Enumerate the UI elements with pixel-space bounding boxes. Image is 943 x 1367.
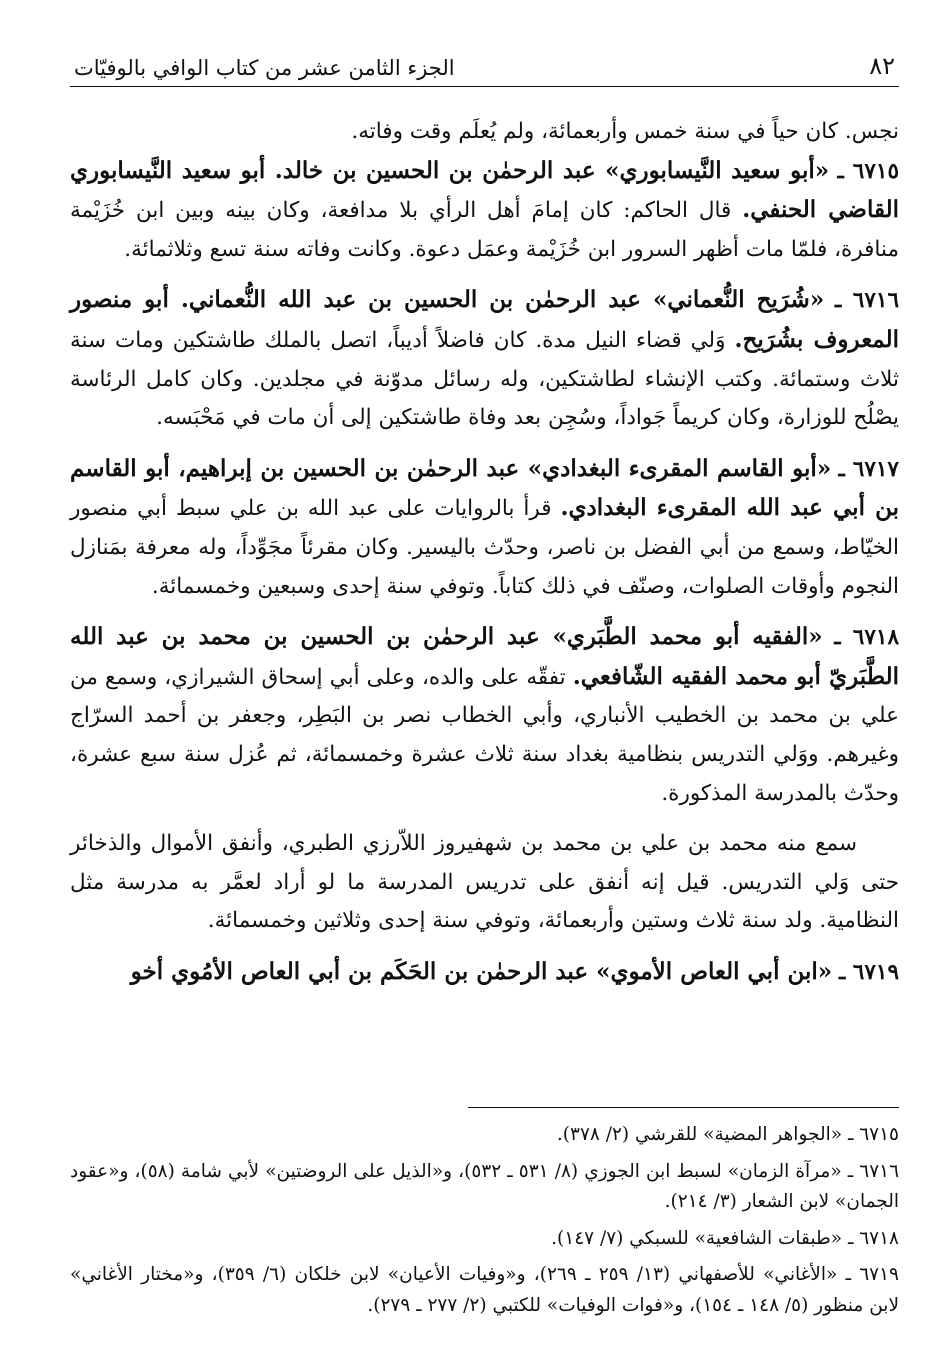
entry-number: ٦٧١٩ ـ <box>839 959 899 985</box>
entry-6717 <box>70 450 899 606</box>
footnote-text: «طبقات الشافعية» للسبكي (٧/ ١٤٧). <box>551 1227 843 1249</box>
footnote-6719 <box>70 1260 899 1321</box>
entry-text: وَلي قضاء النيل مدة. كان فاضلاً أديباً، اتصل بالملك طاشتكين ومات سنة ثلاث وستمائة. وكتب الإنشاء لطاشتكين، وله رسائل مدوّنة في مجلدين. وكان كامل الرئاسة يصْلُح للوزارة، وكان كريماً جَواداً، وسُجِن بعد وفاة طاشتكين إلى أن مات في مَحْبَسه. <box>70 327 899 431</box>
entry-6716 <box>70 281 899 437</box>
running-title: الجزء الثامن عشر من كتاب الوافي بالوفيّات <box>74 56 455 80</box>
footnote-number: ٦٧١٦ ـ <box>847 1160 900 1182</box>
entry-text: تفقّه على والده، وعلى أبي إسحاق الشيرازي، وسمع من علي بن محمد بن الخطيب الأنباري، وأبي الخطاب نصر بن البَطِر، وجعفر بن أحمد السرّاج وغيرهم. ووَلي التدريس بنظامية بغداد سنة ثلاث عشرة وخمسمائة، ثم عُزل سنة سبع عشرة، وحدّث بالمدرسة المذكورة. <box>70 664 899 806</box>
entry-6719 <box>70 953 899 993</box>
footnote-text: «الجواهر المضية» للقرشي (٢/ ٣٧٨). <box>556 1124 843 1145</box>
entry-6718-continuation <box>70 825 899 941</box>
footnotes <box>70 1107 899 1327</box>
entry-text: سمع منه محمد بن علي بن محمد بن شهفيروز اللاّرزي الطبري، وأنفق الأموال والذخائر حتى وَلي التدريس. قيل إنه أنفق على تدريس المدرسة ما لو أراد لعمَّر به مدرسة مثل النظامية. ولد سنة ثلاث وستين وأربعمائة، وتوفي سنة إحدى وثلاثين وخمسمائة. <box>70 831 899 934</box>
entry-text: قرأ بالروايات على عبد الله بن علي سبط أبي منصور الخيّاط، وسمع من أبي الفضل بن ناصر، وحدّث باليسير. وكان مقرئاً مجَوِّداً، وله معرفة بمَنازل النجوم وأوقات الصلوات، وصنّف في ذلك كتاباً. وتوفي سنة إحدى وسبعين وخمسمائة. <box>70 496 899 599</box>
footnote-divider <box>468 1107 899 1108</box>
entry-number: ٦٧١٥ ـ <box>837 158 899 184</box>
entry-heading: «الفقيه أبو محمد الطَّبَري» عبد الرحمٰن بن الحسين بن محمد بن عبد الله الطَّبَريّ أبو محمد الفقيه الشّافعي. <box>70 623 899 690</box>
entry-6715 <box>70 152 899 270</box>
footnote-text: «مرآة الزمان» لسبط ابن الجوزي (٨/ ٥٣١ ـ ٥٣٢)، و«الذيل على الروضتين» لأبي شامة (٥٨)، و«عقود الجمان» لابن الشعار (٣/ ٢١٤). <box>70 1160 899 1212</box>
footnote-number: ٦٧١٨ ـ <box>847 1227 899 1249</box>
entry-number: ٦٧١٨ ـ <box>834 625 899 651</box>
entry-number: ٦٧١٦ ـ <box>835 288 899 314</box>
footnote-6716 <box>70 1157 899 1218</box>
entry-heading: «شُرَيح النُّعماني» عبد الرحمٰن بن الحسين بن عبد الله النُّعماني. أبو منصور المعروف بشُرَيح. <box>70 286 899 353</box>
intro-paragraph: نجس. كان حياً في سنة خمس وأربعمائة، ولم يُعلَم وقت وفاته. <box>351 119 899 144</box>
entry-heading: «أبو سعيد النَّيسابوري» عبد الرحمٰن بن الحسين بن خالد. أبو سعيد النَّيسابوري القاضي الحنفي. <box>70 156 899 224</box>
main-text <box>70 113 899 992</box>
entry-text: قال الحاكم: كان إمامَ أهل الرأي بلا مدافعة، وكان بينه وبين ابن خُزَيْمة منافرة، فلمّا مات أظهر السرور ابن خُزَيْمة وعمَل دعوة. وكانت وفاته سنة تسع وثلاثمائة. <box>70 198 899 262</box>
entry-heading: «أبو القاسم المقرىء البغدادي» عبد الرحمٰن بن الحسين بن إبراهيم، أبو القاسم بن أبي عبد الله المقرىء البغدادي. <box>70 454 899 522</box>
entry-number: ٦٧١٧ ـ <box>838 456 899 482</box>
footnote-6718 <box>70 1224 899 1255</box>
entry-heading: «ابن أبي العاص الأموي» عبد الرحمٰن بن الحَكَم بن أبي العاص الأمُوي أخو <box>130 957 833 985</box>
footnote-6715 <box>70 1120 899 1151</box>
footnote-number: ٦٧١٩ ـ <box>845 1264 899 1285</box>
footnote-number: ٦٧١٥ ـ <box>847 1124 899 1145</box>
entry-6718 <box>70 618 899 813</box>
footnote-text: «الأغاني» للأصفهاني (١٣/ ٢٥٩ ـ ٢٦٩)، و«وفيات الأعيان» لابن خلكان (٦/ ٣٥٩)، و«مختار الأغاني» لابن منظور (٥/ ١٤٨ ـ ١٥٤)، و«فوات الوفيات» للكتبي (٢/ ٢٧٧ ـ ٢٧٩). <box>70 1264 899 1316</box>
running-header <box>70 38 899 87</box>
page-number: ٨٢ <box>869 52 895 80</box>
